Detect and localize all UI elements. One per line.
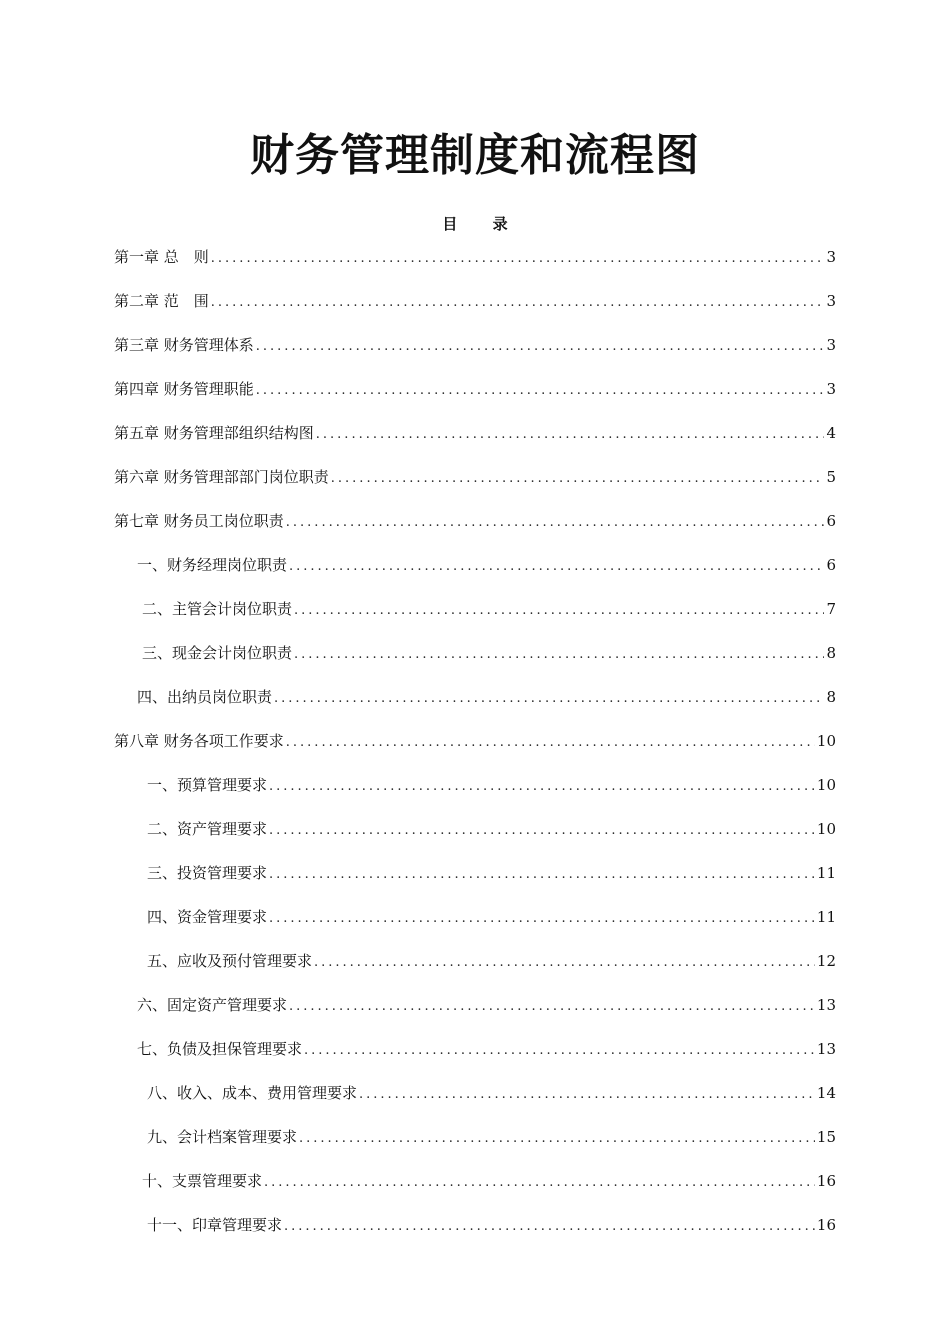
dot-leader xyxy=(359,1083,815,1107)
toc-entry-label: 五、应收及预付管理要求 xyxy=(147,952,313,970)
toc-entry-page: 3 xyxy=(826,380,836,398)
toc-entry-label: 二、资产管理要求 xyxy=(147,820,268,838)
toc-entry-page: 10 xyxy=(816,776,836,794)
toc-entry-section[interactable] xyxy=(0,817,950,861)
toc-entry-page: 3 xyxy=(826,248,836,266)
toc-entry-label: 八、收入、成本、费用管理要求 xyxy=(147,1084,358,1102)
toc-entry-label: 十、支票管理要求 xyxy=(142,1172,263,1190)
toc-entry-label: 三、投资管理要求 xyxy=(147,864,268,882)
dot-leader xyxy=(269,819,815,843)
toc-entry-page: 6 xyxy=(826,512,836,530)
toc-entry-label: 一、财务经理岗位职责 xyxy=(137,556,288,574)
toc-entry-section[interactable] xyxy=(0,993,950,1037)
toc-entry-label: 第一章 总 则 xyxy=(114,248,209,266)
toc-entry-label: 第八章 财务各项工作要求 xyxy=(114,732,284,750)
toc-entry-page: 5 xyxy=(826,468,836,486)
toc-entry-chapter-1[interactable] xyxy=(0,245,950,289)
toc-entry-section[interactable] xyxy=(0,773,950,817)
toc-heading: 目 录 xyxy=(442,215,508,233)
toc-entry-chapter-3[interactable] xyxy=(0,333,950,377)
toc-entry-chapter-6[interactable] xyxy=(0,465,950,509)
dot-leader xyxy=(274,687,824,711)
toc-entry-page: 8 xyxy=(826,644,836,662)
toc-entry-page: 8 xyxy=(826,688,836,706)
table-of-contents xyxy=(0,245,950,1257)
toc-entry-page: 3 xyxy=(826,292,836,310)
dot-leader xyxy=(264,1171,815,1195)
toc-entry-page: 3 xyxy=(826,336,836,354)
dot-leader xyxy=(294,643,824,667)
toc-entry-chapter-8[interactable] xyxy=(0,729,950,773)
toc-entry-section[interactable] xyxy=(0,685,950,729)
toc-entry-label: 三、现金会计岗位职责 xyxy=(142,644,293,662)
dot-leader xyxy=(286,511,825,535)
dot-leader xyxy=(269,775,815,799)
toc-entry-page: 4 xyxy=(826,424,836,442)
toc-entry-label: 九、会计档案管理要求 xyxy=(147,1128,298,1146)
toc-entry-label: 十一、印章管理要求 xyxy=(147,1216,283,1234)
toc-entry-label: 第三章 财务管理体系 xyxy=(114,336,254,354)
dot-leader xyxy=(304,1039,815,1063)
toc-entry-label: 第七章 财务员工岗位职责 xyxy=(114,512,284,530)
toc-entry-page: 10 xyxy=(816,732,836,750)
toc-entry-section[interactable] xyxy=(0,905,950,949)
dot-leader xyxy=(284,1215,815,1239)
dot-leader xyxy=(331,467,825,491)
toc-entry-label: 七、负债及担保管理要求 xyxy=(137,1040,303,1058)
dot-leader xyxy=(294,599,824,623)
toc-entry-label: 六、固定资产管理要求 xyxy=(137,996,288,1014)
toc-entry-page: 10 xyxy=(816,820,836,838)
toc-entry-label: 一、预算管理要求 xyxy=(147,776,268,794)
toc-entry-label: 四、资金管理要求 xyxy=(147,908,268,926)
toc-entry-section[interactable] xyxy=(0,1037,950,1081)
toc-entry-section[interactable] xyxy=(0,553,950,597)
dot-leader xyxy=(269,863,815,887)
dot-leader xyxy=(211,247,825,271)
toc-entry-label: 第二章 范 围 xyxy=(114,292,209,310)
toc-entry-label: 第四章 财务管理职能 xyxy=(114,380,254,398)
toc-entry-page: 16 xyxy=(816,1216,836,1234)
toc-entry-label: 第六章 财务管理部部门岗位职责 xyxy=(114,468,329,486)
toc-entry-section[interactable] xyxy=(0,1169,950,1213)
toc-entry-page: 16 xyxy=(816,1172,836,1190)
page-title: 财务管理制度和流程图 xyxy=(250,130,700,181)
dot-leader xyxy=(314,951,815,975)
dot-leader xyxy=(286,731,815,755)
toc-entry-page: 13 xyxy=(816,996,836,1014)
toc-entry-page: 12 xyxy=(816,952,836,970)
toc-entry-label: 第五章 财务管理部组织结构图 xyxy=(114,424,314,442)
toc-entry-section[interactable] xyxy=(0,949,950,993)
toc-entry-label: 二、主管会计岗位职责 xyxy=(142,600,293,618)
dot-leader xyxy=(299,1127,815,1151)
toc-entry-page: 14 xyxy=(816,1084,836,1102)
dot-leader xyxy=(211,291,825,315)
toc-entry-chapter-4[interactable] xyxy=(0,377,950,421)
toc-entry-section[interactable] xyxy=(0,597,950,641)
toc-entry-page: 13 xyxy=(816,1040,836,1058)
toc-entry-page: 6 xyxy=(826,556,836,574)
toc-entry-section[interactable] xyxy=(0,861,950,905)
toc-entry-section[interactable] xyxy=(0,1125,950,1169)
dot-leader xyxy=(289,555,824,579)
toc-entry-page: 15 xyxy=(816,1128,836,1146)
toc-entry-chapter-5[interactable] xyxy=(0,421,950,465)
toc-entry-section[interactable] xyxy=(0,1213,950,1257)
dot-leader xyxy=(256,379,825,403)
dot-leader xyxy=(256,335,825,359)
toc-entry-page: 7 xyxy=(826,600,836,618)
dot-leader xyxy=(316,423,825,447)
toc-entry-page: 11 xyxy=(816,864,836,882)
toc-entry-chapter-7[interactable] xyxy=(0,509,950,553)
toc-entry-label: 四、出纳员岗位职责 xyxy=(137,688,273,706)
dot-leader xyxy=(269,907,815,931)
toc-entry-page: 11 xyxy=(816,908,836,926)
toc-entry-chapter-2[interactable] xyxy=(0,289,950,333)
toc-entry-section[interactable] xyxy=(0,1081,950,1125)
dot-leader xyxy=(289,995,815,1019)
toc-entry-section[interactable] xyxy=(0,641,950,685)
